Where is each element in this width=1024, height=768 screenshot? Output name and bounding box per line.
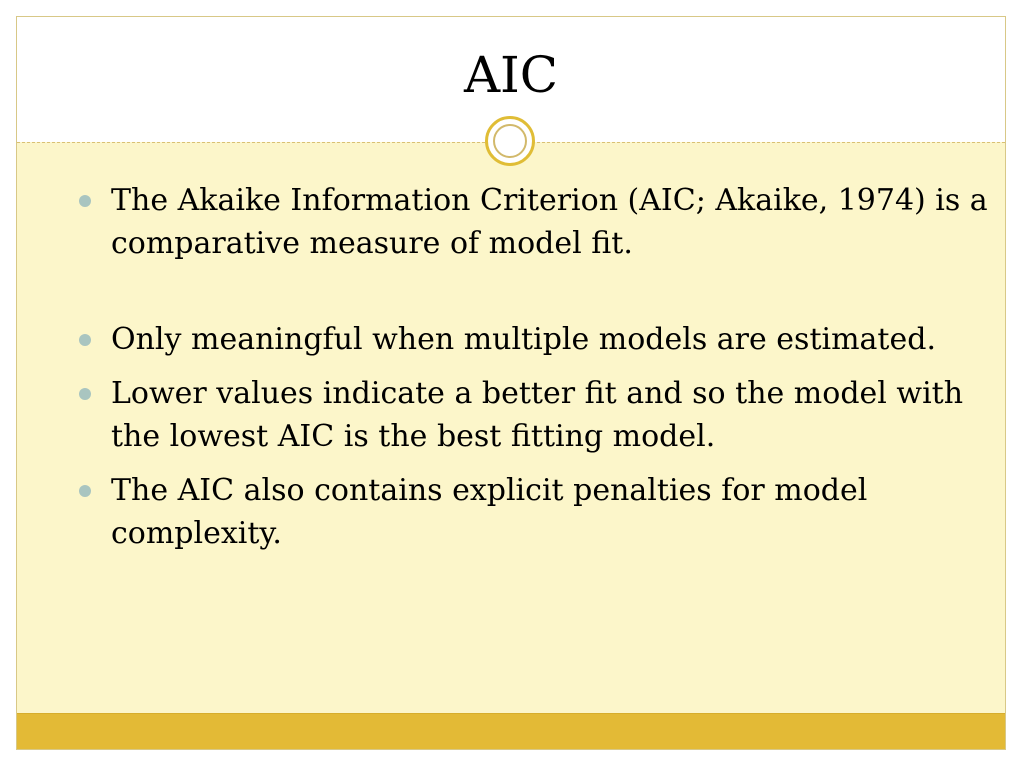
bullet-text: Only meaningful when multiple models are estimated. [111,322,936,357]
double-ring-ornament-icon [485,116,535,166]
bullet-text: The AIC also contains explicit penalties for model complexity. [111,473,868,551]
bullet-item [79,318,989,361]
bullet-text: Lower values indicate a better fit and so the model with the lowest AIC is the best fitting model. [111,376,964,454]
slide [16,16,1006,750]
bullet-icon [79,388,91,400]
bullet-icon [79,195,91,207]
ring-inner-icon [493,124,527,158]
bullet-item [79,372,989,458]
bullet-item [79,469,989,555]
bullet-list [79,179,989,566]
bullet-item [79,179,989,265]
bullet-text: The Akaike Information Criterion (AIC; Akaike, 1974) is a comparative measure of model fit. [111,183,988,261]
bullet-icon [79,334,91,346]
bullet-icon [79,485,91,497]
bottom-accent-bar [17,713,1005,749]
slide-title: AIC [463,46,559,104]
